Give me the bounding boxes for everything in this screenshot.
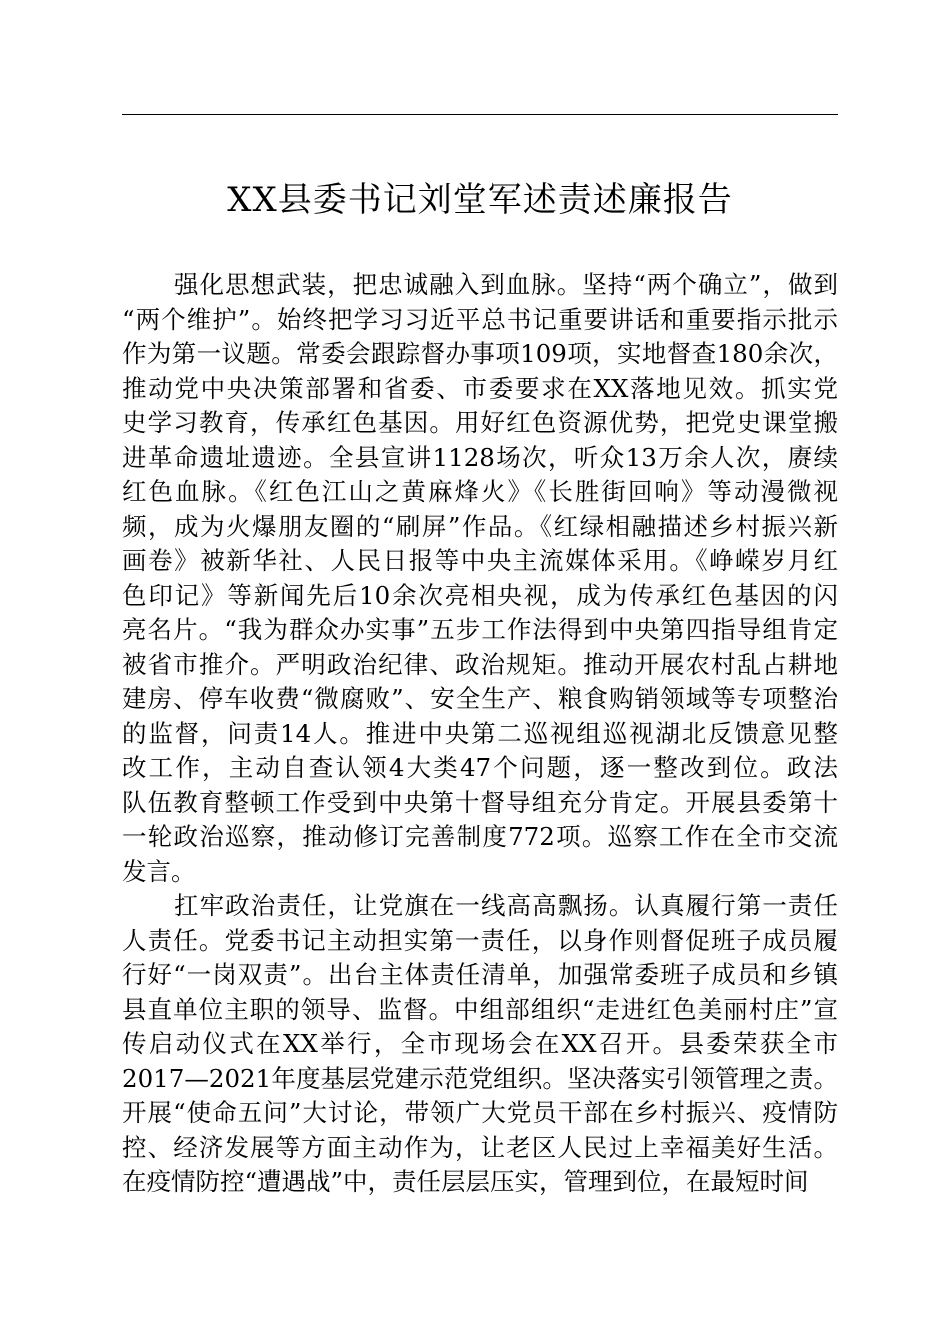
document-body — [122, 268, 838, 1200]
paragraph-line: 开展“使命五问”大讨论，带领广大党员干部在乡村振兴、疫情防 — [122, 1098, 838, 1127]
paragraph-line: 行好“一岗双责”。出台主体责任清单，加强常委班子成员和乡镇 — [122, 960, 838, 989]
paragraph-line: 传启动仪式在XX举行，全市现场会在XX召开。县委荣获全市 — [122, 1029, 838, 1058]
paragraph-line: 改工作，主动自查认领4大类47个问题，逐一整改到位。政法 — [122, 753, 838, 782]
paragraph-line: 的监督，问责14人。推进中央第二巡视组巡视湖北反馈意见整 — [122, 718, 838, 748]
paragraph-line: 控、经济发展等方面主动作为，让老区人民过上幸福美好生活。 — [122, 1132, 838, 1162]
paragraph-line: 进革命遗址遗迹。全县宣讲1128场次，听众13万余人次，赓续 — [122, 442, 838, 472]
paragraph-line: 推动党中央决策部署和省委、市委要求在XX落地见效。抓实党 — [122, 373, 838, 403]
paragraph-line: 强化思想武装，把忠诚融入到血脉。坚持“两个确立”，做到 — [174, 270, 838, 299]
paragraph-line: 频，成为火爆朋友圈的“刷屏”作品。《红绿相融描述乡村振兴新 — [122, 511, 838, 541]
paragraph-line: 史学习教育，传承红色基因。用好红色资源优势，把党史课堂搬 — [122, 408, 838, 437]
paragraph-line: 色印记》等新闻先后10余次亮相央视，成为传承红色基因的闪 — [122, 580, 838, 610]
paragraph-line: 画卷》被新华社、人民日报等中央主流媒体采用。《峥嵘岁月红 — [122, 546, 838, 575]
paragraph-line: “两个维护”。始终把学习习近平总书记重要讲话和重要指示批示 — [122, 304, 838, 334]
paragraph-line: 在疫情防控“遭遇战”中，责任层层压实，管理到位，在最短时间 — [122, 1167, 809, 1196]
paragraph-line: 县直单位主职的领导、监督。中组部组织“走进红色美丽村庄”宣 — [122, 994, 838, 1024]
paragraph-line: 建房、停车收费“微腐败”、安全生产、粮食购销领域等专项整治 — [122, 684, 838, 713]
header-rule — [122, 114, 838, 115]
paragraph-line: 2017—2021年度基层党建示范党组织。坚决落实引领管理之责。 — [122, 1063, 838, 1093]
paragraph-line: 一轮政治巡察，推动修订完善制度772项。巡察工作在全市交流 — [122, 822, 838, 851]
paragraph-line: 扛牢政治责任，让党旗在一线高高飘扬。认真履行第一责任 — [174, 891, 838, 920]
paragraph-line: 发言。 — [122, 856, 196, 886]
document-title: XX县委书记刘堂军述责述廉报告 — [227, 180, 733, 220]
paragraph-line: 红色血脉。《红色江山之黄麻烽火》《长胜街回响》等动漫微视 — [122, 477, 838, 506]
body-paragraph — [122, 268, 838, 889]
paragraph-line: 队伍教育整顿工作受到中央第十督导组充分肯定。开展县委第十 — [122, 787, 838, 817]
paragraph-line: 被省市推介。严明政治纪律、政治规矩。推动开展农村乱占耕地 — [122, 649, 838, 679]
paragraph-line: 作为第一议题。常委会跟踪督办事项109项，实地督查180余次， — [122, 339, 838, 368]
body-paragraph — [122, 889, 838, 1200]
paragraph-line: 亮名片。“我为群众办实事”五步工作法得到中央第四指导组肯定 — [122, 615, 838, 644]
paragraph-line: 人责任。党委书记主动担实第一责任，以身作则督促班子成员履 — [122, 925, 838, 955]
